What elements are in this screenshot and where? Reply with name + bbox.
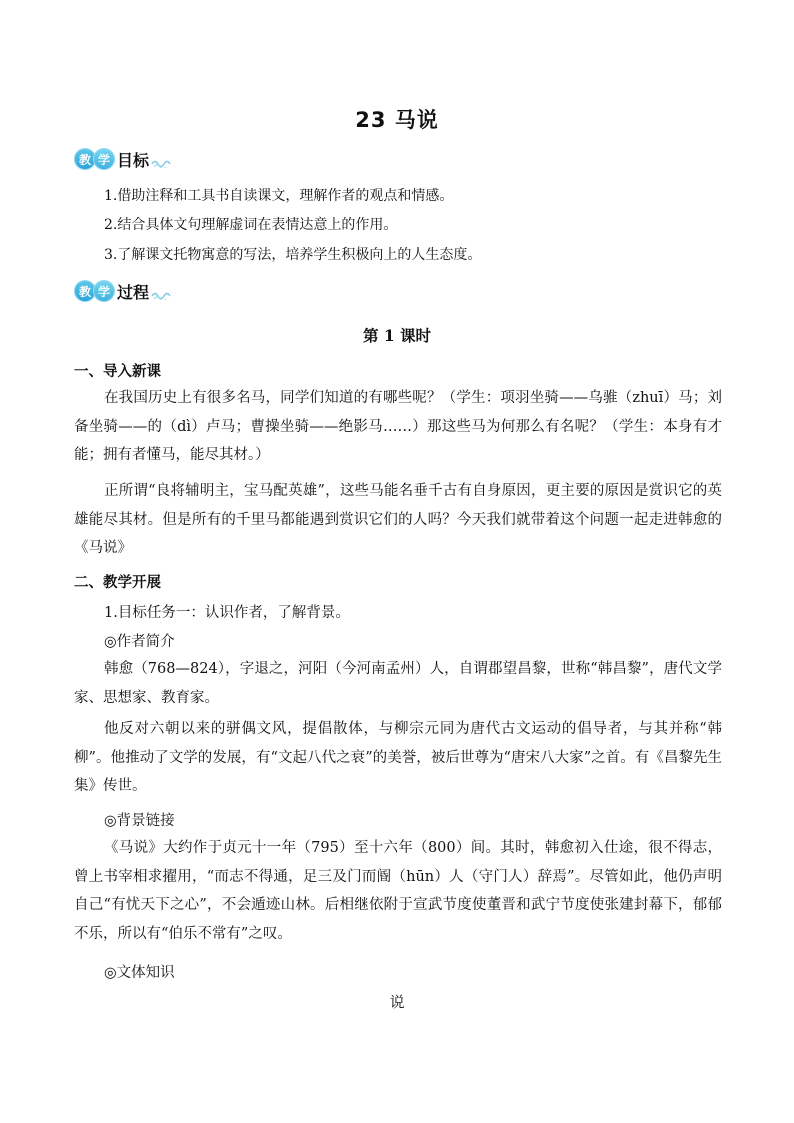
part-heading: 二、教学开展: [74, 575, 161, 591]
badge-char: 教: [74, 148, 96, 170]
badge-char: 学: [93, 148, 115, 170]
section-label: 目标: [117, 150, 150, 170]
section-badge: [74, 280, 112, 302]
wave-ornament-icon: [151, 290, 173, 300]
page-title: 23 马说: [355, 108, 439, 132]
paragraph: 他反对六朝以来的骈偶文风，提倡散体，与柳宗元同为唐代古文运动的倡导者，与其并称“韩柳”。他推动了文学的发展，有“文起八代之衰”的美誉，被后世尊为“唐宋八大家”之首。有《昌黎先生集》传世。: [74, 721, 722, 794]
paragraph: 《马说》大约作于贞元十一年（795）至十六年（800）间。其时，韩愈初入仕途，很不得志，曾上书宰相求擢用，“而志不得通，足三及门而阍（hūn）人（守门人）辞焉”。尽管如此，他仍声明自己“有忧天下之心”，不会遁迹山林。后相继依附于宣武节度使董晋和武宁节度使张建封幕下，郁郁不乐，所以有“伯乐不常有”之叹。: [74, 840, 722, 942]
page-footer-text: 说: [389, 993, 405, 1011]
badge-char: 教: [74, 280, 96, 302]
part-heading: 一、导入新课: [74, 364, 161, 380]
objective-item: 3.了解课文托物寓意的写法，培养学生积极向上的人生态度。: [104, 247, 482, 263]
paragraph: 韩愈（768—824），字退之，河阳（今河南孟州）人，自谓郡望昌黎，世称“韩昌黎”，唐代文学家、思想家、教育家。: [74, 661, 722, 706]
wave-ornament-icon: [151, 158, 173, 168]
badge-char: 学: [93, 280, 115, 302]
section-label: 过程: [117, 282, 150, 302]
subsection-label: ◎作者简介: [104, 634, 175, 650]
paragraph: 正所谓“良将辅明主，宝马配英雄”，这些马能名垂千古有自身原因，更主要的原因是赏识它的英雄能尽其材。但是所有的千里马都能遇到赏识它们的人吗？今天我们就带着这个问题一起走进韩愈的《马说》: [74, 483, 722, 556]
objective-item: 1.借助注释和工具书自读课文，理解作者的观点和情感。: [104, 188, 454, 204]
objective-item: 2.结合具体文句理解虚词在表情达意上的作用。: [104, 217, 398, 233]
section-badge: [74, 148, 112, 170]
paragraph: 在我国历史上有很多名马，同学们知道的有哪些呢？（学生：项羽坐骑——乌骓（zhuī）马；刘备坐骑——的（dì）卢马；曹操坐骑——绝影马……）那这些马为何那么有名呢？（学生：本身有才能；拥有者懂马，能尽其材。）: [74, 390, 722, 463]
task-item: 1.目标任务一：认识作者，了解背景。: [104, 605, 350, 621]
section-header-goals: [74, 147, 173, 171]
lesson-title: 第 1 课时: [362, 326, 432, 345]
subsection-label: ◎文体知识: [104, 965, 175, 981]
section-header-process: [74, 279, 173, 303]
subsection-label: ◎背景链接: [104, 813, 175, 829]
